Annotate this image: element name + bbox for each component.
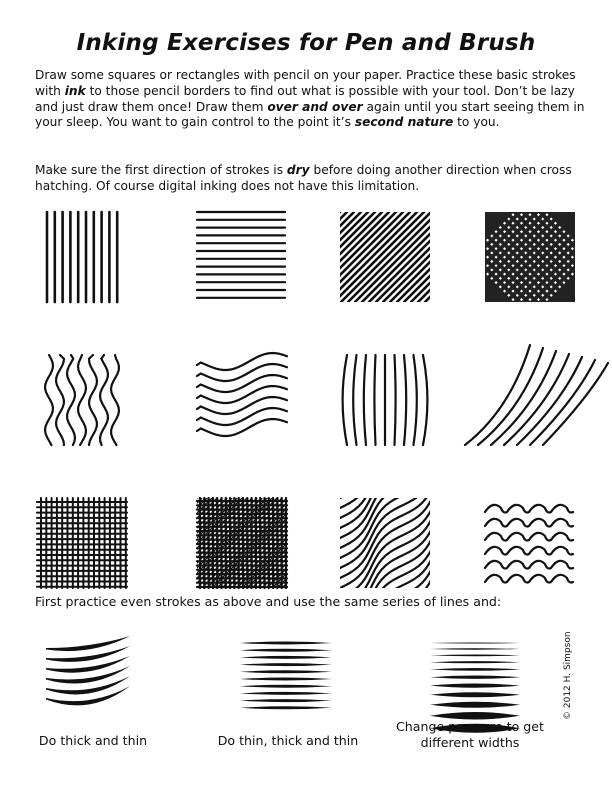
dense-grid-hatch-exercise	[107, 498, 377, 588]
ink-emphasis: ink	[64, 83, 86, 98]
intro-text-1: Draw some squares or rectangles with pencil on your paper. Practice these basic strokes with	[35, 68, 576, 98]
practice-instruction: First practice even strokes as above and use the same series of lines and:	[35, 594, 502, 609]
thin-thick-thin-strokes-example	[240, 642, 332, 710]
caption-pressure	[385, 719, 555, 751]
caption-pressure-line-2: different widths	[420, 735, 520, 750]
second-nature-emphasis: second nature	[354, 115, 454, 130]
over-and-over-emphasis: over and over	[267, 99, 363, 114]
wavy-horizontal-exercise	[197, 353, 287, 436]
curved-vertical-exercise	[343, 355, 428, 445]
vertical-lines-exercise	[47, 212, 117, 302]
dry-emphasis: dry	[286, 163, 310, 177]
curved-diagonal-exercise	[465, 345, 608, 445]
wave-scallops-exercise	[485, 505, 573, 583]
thick-and-thin-curves-example	[46, 636, 130, 705]
copyright-credit: © 2012 H. Simpson	[563, 631, 573, 720]
caption-thin-thick-thin: Do thin, thick and thin	[217, 733, 359, 748]
grid-hatch-exercise	[37, 498, 127, 588]
wavy-vertical-exercise	[45, 355, 119, 445]
intro-text-4: to you.	[453, 115, 500, 130]
page-title: Inking Exercises for Pen and Brush	[76, 30, 536, 56]
crosshatch-text-1: Make sure the first direction of strokes is	[35, 163, 287, 177]
cross-hatch-exercise	[469, 196, 591, 318]
crosshatch-text-2: before doing another direction when cross hatching. Of course digital inking does not have this limitation.	[35, 163, 572, 193]
caption-pressure-line-1: Change pressure to get	[396, 719, 544, 734]
caption-thick-thin: Do thick and thin	[38, 733, 148, 748]
intro-text-3: again until you start seeing them in your sleep. You want to gain control to the point it’s	[35, 99, 585, 130]
intro-text-2: to those pencil borders to find out what is possible with your tool. Don’t be lazy and just draw them once! Draw them	[35, 83, 575, 114]
diagonal-hatch-exercise	[250, 212, 515, 302]
wavy-diagonal-exercise	[340, 409, 431, 668]
horizontal-lines-exercise	[197, 212, 285, 298]
